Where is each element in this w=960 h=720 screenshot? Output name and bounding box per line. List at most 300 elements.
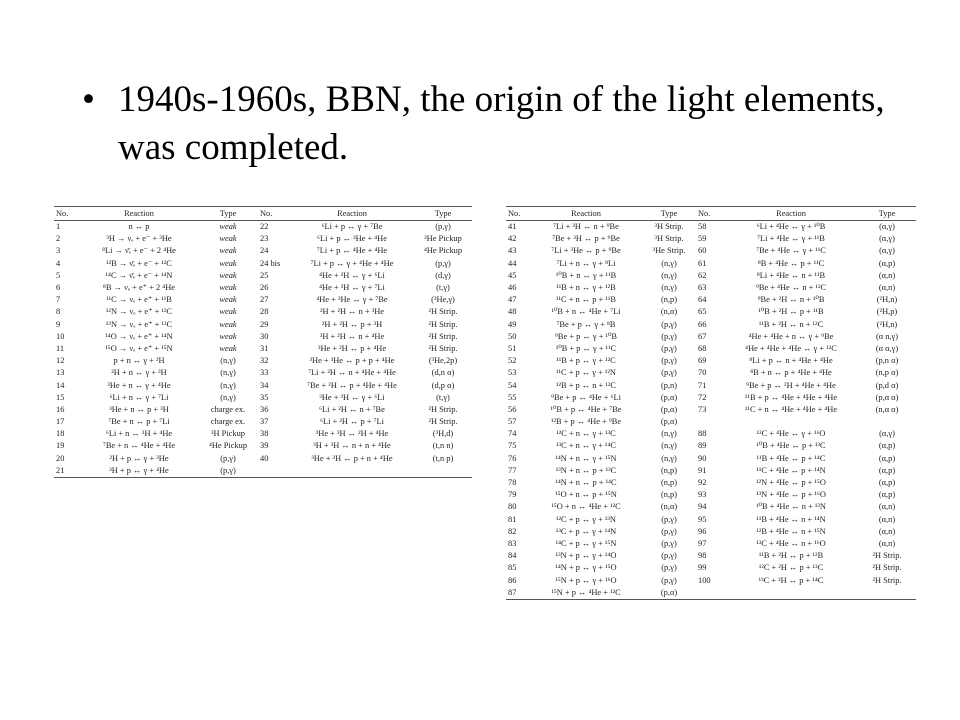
type-cell: (α n,γ) [875,331,899,341]
no-cell: 16 [56,404,65,414]
column-header: Reaction [571,208,601,218]
no-cell [258,465,290,478]
reaction-table-right [506,206,916,600]
reaction-cell: ¹⁰B + p ↔ γ + ¹¹C [555,343,617,353]
table-body [506,221,916,600]
type-cell: (p,γ) [661,331,677,341]
no-cell: 87 [508,587,517,597]
no-cell: 80 [508,502,517,512]
type-cell: (α,γ) [879,429,895,439]
type-cell: (p,α) [660,404,678,414]
column-header: Reaction [337,208,367,218]
reaction-cell: ¹³N + p ↔ γ + ¹⁴O [555,551,617,561]
reaction-cell: ³He + n ↔ γ + ⁴He [107,380,171,390]
reaction-cell: ²H + ²H ↔ n + ³He [320,307,384,317]
no-cell: 81 [508,514,517,524]
reaction-cell: ¹¹C + n ↔ p + ¹¹B [556,295,616,305]
no-cell: 69 [698,356,707,366]
bullet-text: 1940s-1960s, BBN, the origin of the light elements, was completed. [118,79,885,168]
table-row [54,221,472,234]
reaction-cell: ¹²B + p ↔ ⁴He + ⁹Be [550,417,622,427]
type-cell: ²H Strip. [428,319,458,329]
no-cell: 63 [698,283,707,293]
type-cell: ²H Strip. [872,551,902,561]
no-cell: 56 [508,404,517,414]
table-row [506,404,916,416]
reaction-cell: p + n ↔ γ + ²H [113,356,165,366]
table-row [54,343,472,355]
reaction-cell: ¹⁴N + n ↔ γ + ¹⁵N [555,453,617,463]
no-cell: 21 [56,465,65,475]
type-cell: (p,γ) [661,368,677,378]
no-cell: 17 [56,417,65,427]
reaction-cell: ⁶Li + p ↔ γ + ⁷Be [321,222,383,232]
no-cell: 74 [508,429,517,439]
reaction-cell: ¹¹B + p ↔ γ + ¹²C [556,356,616,366]
reaction-cell [290,465,414,478]
no-cell: 38 [260,429,269,439]
reaction-cell: ¹⁵O + n ↔ p + ¹⁵N [555,490,617,500]
no-cell: 72 [698,392,707,402]
reaction-cell: ³He + ²H ↔ p + ⁴He [317,343,387,353]
table-row [54,233,472,245]
type-cell: (³He,2p) [428,356,458,366]
reaction-cell: ⁶Li + ²H ↔ p + ⁷Li [320,417,384,427]
type-cell: (³H,d) [432,429,454,439]
type-cell: (p,γ) [661,343,677,353]
no-cell: 55 [508,392,517,402]
no-cell: 15 [56,392,65,402]
reaction-cell: ⁷Li + ²H ↔ n + ⁴He + ⁴He [308,368,396,378]
reaction-cell: ⁹Be + ²H ↔ n + ¹⁰B [757,295,825,305]
type-cell: (α,γ) [879,234,895,244]
type-cell: (d,γ) [435,270,451,280]
no-cell: 76 [508,453,517,463]
no-cell: 6 [56,283,61,293]
no-cell: 28 [260,307,269,317]
no-cell: 13 [56,368,65,378]
column-header: Reaction [124,208,154,218]
no-cell: 66 [698,319,707,329]
reaction-cell: ⁶Li + ⁴He ↔ γ + ¹⁰B [756,222,826,232]
reaction-table-left [54,206,472,478]
no-cell: 52 [508,356,517,366]
reaction-cell: ⁴He + ⁴He + ⁴He ↔ γ + ¹²C [745,343,837,353]
header-row [54,207,472,221]
no-cell: 67 [698,331,707,341]
type-cell: (d,p α) [431,380,455,390]
no-cell: 95 [698,514,707,524]
column-header: No. [260,208,273,218]
reaction-cell: ¹³N + ⁴He ↔ p + ¹⁶O [756,490,826,500]
reaction-cell: ⁷Be + n ↔ ⁴He + ⁴He [102,441,176,451]
table-row [506,282,916,294]
no-cell: 37 [260,417,269,427]
reaction-cell: ⁷Li + ⁴He ↔ γ + ¹¹B [757,234,825,244]
no-cell: 49 [508,319,517,329]
no-cell: 24 bis [260,258,281,268]
table-row [54,270,472,282]
reaction-cell: ⁶Li + n ↔ γ + ⁷Li [109,392,169,402]
reaction-cell: ⁹Be + p ↔ ⁴He + ⁶Li [551,392,621,402]
no-cell: 60 [698,246,707,256]
no-cell: 4 [56,258,61,268]
type-cell: (n,p) [660,295,678,305]
type-cell: ²H Strip. [872,563,902,573]
no-cell: 23 [260,234,269,244]
type-cell: weak [219,307,237,317]
no-cell: 45 [508,270,517,280]
reaction-cell: ¹²C + n ↔ γ + ¹³C [556,429,616,439]
type-cell: ³H Strip. [654,222,684,232]
type-cell: ²H Strip. [428,417,458,427]
reaction-cell: ¹⁴O → νₑ + e⁺ + ¹⁴N [105,331,173,341]
no-cell: 65 [698,307,707,317]
column-header: Type [219,208,237,218]
reaction-cell: ⁷Li + n ↔ γ + ⁸Li [556,258,616,268]
no-cell: 11 [56,343,65,353]
reaction-cell: ¹²C + p ↔ γ + ¹³N [556,514,616,524]
table-row [506,245,916,257]
reaction-cell: ⁴He + ²H ↔ γ + ⁶Li [319,270,385,280]
table-row [54,465,472,478]
type-cell [858,587,916,600]
reaction-cell: ⁴He + ⁴He + n ↔ γ + ⁹Be [748,331,834,341]
no-cell: 57 [508,417,517,427]
reaction-cell: ⁷Be + ²H ↔ p + ⁴He + ⁴He [307,380,397,390]
reaction-cell: ¹⁰B + n ↔ ⁴He + ⁷Li [551,307,621,317]
type-cell: (t,n n) [432,441,454,451]
reaction-cell: ¹⁰B + n ↔ γ + ¹¹B [555,270,617,280]
no-cell: 46 [508,283,517,293]
table-row [506,489,916,501]
reaction-cell: ¹²N + ⁴He ↔ p + ¹⁵O [756,478,826,488]
table-row [506,440,916,452]
reaction-cell [724,587,858,600]
no-cell: 70 [698,368,707,378]
type-cell: (α,p) [878,465,896,475]
reaction-cell: ²H + p ↔ γ + ³He [109,453,169,463]
type-cell: (α,p) [878,453,896,463]
type-cell: (²H,n) [876,295,898,305]
reaction-cell: ⁷Li + ³H ↔ n + ⁹Be [553,222,619,232]
type-cell: (p,γ) [661,356,677,366]
table-row [506,526,916,538]
type-cell: (p,α α) [875,392,899,402]
bullet-symbol: • [82,79,95,120]
reaction-cell: ⁹Be + p ↔ γ + ¹⁰B [555,331,617,341]
no-cell: 62 [698,270,707,280]
type-cell: (α,n) [878,502,896,512]
type-cell [858,416,916,428]
type-cell: (p,α) [660,417,678,427]
no-cell: 8 [56,307,61,317]
reaction-cell: ¹¹B + ⁴He ↔ p + ¹⁴C [756,453,826,463]
reaction-cell: ¹²N → νₑ + e⁺ + ¹²C [105,307,173,317]
reaction-cell: ¹¹C + ⁴He ↔ p + ¹⁴N [756,465,826,475]
no-cell: 9 [56,319,61,329]
reaction-cell: ¹³C + p ↔ γ + ¹⁴N [555,526,617,536]
type-cell: (n,α α) [875,404,899,414]
type-cell: ³H Pickup [211,429,245,439]
table-row [506,501,916,513]
table-row [54,258,472,270]
table-row [506,550,916,562]
reaction-cell: ¹⁴N + p ↔ γ + ¹⁵O [555,563,617,573]
reaction-cell: ⁷Li + p ↔ γ + ⁴He + ⁴He [310,258,394,268]
type-cell: ³He Pickup [424,234,462,244]
type-cell: (p,γ) [435,258,451,268]
no-cell: 44 [508,258,517,268]
type-cell: (n,α) [660,502,678,512]
no-cell: 29 [260,319,269,329]
type-cell: (p,γ) [661,319,677,329]
reaction-cell: ¹¹B + p ↔ ⁴He + ⁴He + ⁴He [744,392,838,402]
type-cell: weak [219,246,237,256]
table-row [506,233,916,245]
table-row [506,221,916,234]
reaction-cell: ¹¹C + p ↔ γ + ¹²N [556,368,616,378]
column-header: Type [878,208,896,218]
reaction-cell: ¹³C + ²H ↔ p + ¹⁴C [758,575,824,585]
type-cell: (n,γ) [661,453,677,463]
reaction-cell: ³H + ³H ↔ n + n + ⁴He [313,441,391,451]
no-cell: 75 [508,441,517,451]
table-row [506,294,916,306]
type-cell: (p,n) [660,380,678,390]
no-cell: 33 [260,368,269,378]
table-row [506,465,916,477]
type-cell: (d,n α) [431,368,455,378]
no-cell [696,587,724,600]
type-cell: (α,n) [878,283,896,293]
reaction-cell: ¹⁵N + p ↔ γ + ¹⁶O [555,575,617,585]
type-cell: (p,d α) [875,380,899,390]
no-cell: 88 [698,429,707,439]
type-cell: (n,γ) [661,429,677,439]
no-cell: 3 [56,246,61,256]
table-row [54,282,472,294]
type-cell: (p,γ) [661,514,677,524]
no-cell: 79 [508,490,517,500]
type-cell: (t,γ) [436,392,450,402]
no-cell: 91 [698,465,707,475]
reaction-cell: ⁷Be + p ↔ γ + ⁸B [556,319,616,329]
type-cell: (n,γ) [661,441,677,451]
reaction-cell: ⁷Be + ³H ↔ p + ⁹Be [552,234,620,244]
type-cell: (α,n) [878,526,896,536]
table-row [506,392,916,404]
type-cell: (n,p) [660,465,678,475]
reaction-cell: ¹²B → ν̄ₑ + e⁻ + ¹²C [106,258,172,268]
no-cell: 50 [508,331,517,341]
slide-bullet [82,76,922,172]
type-cell: (p,γ) [661,575,677,585]
table-row [506,514,916,526]
type-cell: weak [219,319,237,329]
table-body [54,221,472,478]
reaction-cell: ⁹Be + p ↔ ²H + ⁴He + ⁴He [746,380,836,390]
no-cell: 30 [260,331,269,341]
type-cell: (α,p) [878,490,896,500]
no-cell: 53 [508,368,517,378]
reaction-cell: ¹³C + n ↔ γ + ¹⁴C [556,441,616,451]
reaction-cell: ¹⁴N + n ↔ p + ¹⁴C [555,478,617,488]
type-cell: (p,γ) [661,526,677,536]
no-cell: 2 [56,234,61,244]
no-cell: 19 [56,441,65,451]
type-cell: (n,p) [660,478,678,488]
no-cell: 25 [260,270,269,280]
reaction-cell: ⁶Li + n ↔ ³H + ⁴He [105,429,173,439]
no-cell: 82 [508,526,517,536]
type-cell: (²H,p) [876,307,898,317]
type-cell: (n,γ) [220,368,236,378]
no-cell: 22 [260,222,269,232]
type-cell: (²H,n) [876,319,898,329]
column-header: No. [698,208,711,218]
column-header: Reaction [776,208,806,218]
table-row [506,477,916,489]
reaction-cell: ¹¹C → νₑ + e⁺ + ¹¹B [106,295,172,305]
table-row [54,453,472,465]
no-cell: 89 [698,441,707,451]
type-cell: weak [219,295,237,305]
table-row [54,245,472,257]
reaction-cell: ⁷Li + p ↔ ⁴He + ⁴He [316,246,388,256]
table-row [506,538,916,550]
table-row [54,379,472,391]
reaction-cell: ³H + p ↔ γ + ⁴He [109,465,169,475]
reaction-cell: ¹²C + ²H ↔ p + ¹³C [758,563,824,573]
reaction-cell: ⁶Li + ²H ↔ n + ⁷Be [319,404,385,414]
table-row [506,367,916,379]
no-cell: 73 [698,404,707,414]
reaction-cell: ⁸Li + ⁴He ↔ n + ¹¹B [756,270,826,280]
type-cell: (α α,γ) [875,343,899,353]
table-row [506,453,916,465]
reaction-cell: ¹⁰B + ²H ↔ p + ¹¹B [758,307,824,317]
no-cell [696,416,724,428]
type-cell: ²H Strip. [428,343,458,353]
no-cell: 84 [508,551,517,561]
no-cell: 85 [508,563,517,573]
reaction-cell: ³He + ³H ↔ ²H + ⁴He [315,429,389,439]
reaction-cell: ¹¹B + n ↔ γ + ¹²B [556,283,616,293]
reaction-cell: ¹¹B + ²H ↔ n + ¹²C [758,319,824,329]
reaction-cell: ¹³N + n ↔ p + ¹³C [555,465,617,475]
type-cell: (n,γ) [661,270,677,280]
no-cell: 41 [508,222,517,232]
type-cell: ²H Strip. [872,575,902,585]
table-row [506,270,916,282]
no-cell: 51 [508,343,517,353]
reaction-cell: ¹⁰B + ⁴He ↔ n + ¹³N [756,502,826,512]
no-cell: 14 [56,380,65,390]
table-row [54,367,472,379]
no-cell: 100 [698,575,711,585]
type-cell: (n,α) [660,307,678,317]
no-cell: 64 [698,295,707,305]
type-cell: ²H Strip. [428,307,458,317]
table-row [54,319,472,331]
table-row [506,587,916,600]
no-cell: 26 [260,283,269,293]
type-cell: (α,γ) [879,222,895,232]
type-cell: weak [219,222,237,232]
reaction-cell: ³H → νₑ + e⁻ + ³He [106,234,172,244]
no-cell: 48 [508,307,517,317]
no-cell: 54 [508,380,517,390]
column-header: No. [508,208,521,218]
type-cell: (n,γ) [661,283,677,293]
type-cell: ⁴He Pickup [208,441,248,451]
reaction-cell: ⁶Li + p ↔ ³He + ⁴He [317,234,387,244]
no-cell: 99 [698,563,707,573]
no-cell: 43 [508,246,517,256]
reaction-cell: ¹¹C + n ↔ ⁴He + ⁴He + ⁴He [744,404,838,414]
type-cell: ³He Strip. [652,246,686,256]
reaction-cell: ¹²C + ⁴He ↔ γ + ¹⁶O [756,429,826,439]
reaction-cell: n ↔ p [128,222,150,232]
no-cell: 42 [508,234,517,244]
reaction-cell: ⁷Li + ³He ↔ p + ⁹Be [551,246,621,256]
column-header: Type [660,208,678,218]
reaction-cell [724,416,858,428]
reaction-cell: ⁸Li + p ↔ n + ⁴He + ⁴He [749,356,833,366]
reaction-cell: ¹³N → νₑ + e⁺ + ¹³C [105,319,173,329]
no-cell: 92 [698,478,707,488]
table-row [54,294,472,306]
no-cell: 36 [260,404,269,414]
reaction-cell: ⁸B + ⁴He ↔ p + ¹¹C [757,258,825,268]
type-cell: (n,γ) [220,356,236,366]
no-cell: 77 [508,465,517,475]
table-row [54,404,472,416]
type-cell: (n,p) [660,490,678,500]
type-cell: (p,γ) [661,538,677,548]
no-cell: 20 [56,453,65,463]
type-cell: weak [219,258,237,268]
type-cell: (α,p) [878,441,896,451]
type-cell: ³H Strip. [654,234,684,244]
type-cell: (p,γ) [220,453,236,463]
no-cell: 78 [508,478,517,488]
type-cell: (α,n) [878,514,896,524]
table-row [506,379,916,391]
reaction-cell: ⁷Be + n ↔ p + ⁷Li [108,417,170,427]
reaction-cell: ⁸Li → ν̄ₑ + e⁻ + 2 ⁴He [102,246,176,256]
table-row [54,416,472,428]
no-cell: 83 [508,538,517,548]
no-cell: 32 [260,356,269,366]
reaction-cell: ¹⁵N + p ↔ ⁴He + ¹²C [551,587,621,597]
table-row [54,440,472,452]
table-row [506,306,916,318]
type-cell: (p,γ) [435,222,451,232]
type-cell: ²H Strip. [428,404,458,414]
type-cell: charge ex. [210,417,246,427]
no-cell: 7 [56,295,61,305]
no-cell: 39 [260,441,269,451]
type-cell: (n,γ) [220,380,236,390]
type-cell: (t,γ) [436,283,450,293]
no-cell: 1 [56,222,61,232]
no-cell: 98 [698,551,707,561]
type-cell: weak [219,331,237,341]
table-header [54,207,472,221]
table-row [506,416,916,428]
